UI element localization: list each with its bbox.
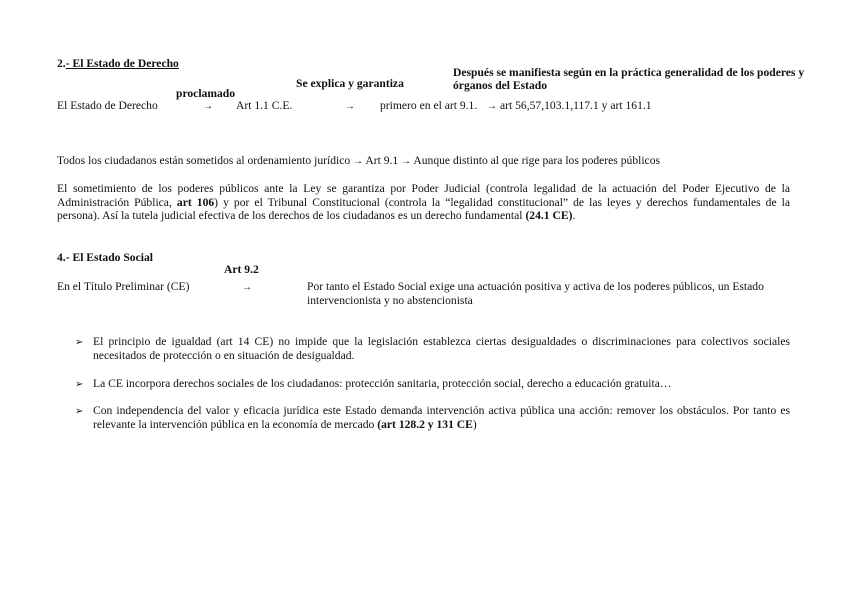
label-despues-line2: órganos del Estado [453, 79, 548, 92]
label-art-9-2: Art 9.2 [224, 263, 259, 276]
p1-arrow-1: → [353, 156, 364, 167]
bullet-icon-1: ➢ [75, 337, 84, 348]
p2-art-106: art 106 [176, 195, 215, 209]
section-2-title: - El Estado de Derecho [65, 57, 179, 70]
row-primero: primero en el art 9.1. [380, 99, 478, 112]
arrow-4: → [242, 282, 252, 293]
paragraph-ciudadanos [57, 154, 660, 169]
bullet-icon-3: ➢ [75, 406, 84, 417]
row-estado-derecho: El Estado de Derecho [57, 99, 158, 112]
section-2-number: 2. [57, 57, 66, 70]
bullet3-text-a: Con independencia del valor y eficacia jurídica este Estado demanda intervención activa pública una acción: remover los obstáculos. Por tanto es relevante la intervención pública en la economía de mercado [93, 404, 790, 431]
row-arts: art 56,57,103.1,117.1 y art 161.1 [500, 99, 652, 112]
label-despues-line1: Después se manifiesta según en la práctica generalidad de los poderes y [453, 66, 805, 79]
p1-text-b: Art 9.1 [365, 154, 399, 167]
bullet3-art-128: (art 128.2 y 131 CE [377, 417, 473, 431]
bullet-intervencion [93, 404, 790, 431]
arrow-3: → [487, 101, 497, 112]
label-proclamado: proclamado [176, 87, 236, 100]
section-2-heading [57, 57, 179, 71]
row-art-1-1: Art 1.1 C.E. [236, 99, 293, 112]
p2-24-1-ce: (24.1 CE) [525, 209, 573, 222]
p1-text-a: Todos los ciudadanos están sometidos al ordenamiento jurídico [57, 154, 351, 167]
p1-text-c: Aunque distinto al que rige para los poderes públicos [413, 154, 661, 167]
p2-text-a: El sometimiento de los poderes públicos ante la Ley se garantiza por Poder Judicial (controla legalidad de la actuación del Poder Ejecutivo de la Administración Pública, [57, 182, 790, 209]
row-por-tanto: Por tanto el Estado Social exige una actuación positiva y activa de los poderes públicos, un Estado intervencionista y no abstencionista [307, 280, 764, 307]
p2-text-e: . [572, 209, 576, 222]
p2-text-c: ) y por el Tribunal Constitucional (controla la “legalidad constitucional” de las leyes y derechos fundamentales de la persona). Así la tutela judicial efectiva de los derechos de los ciudadanos es un derecho fundamental [57, 195, 791, 222]
bullet-icon-2: ➢ [75, 379, 84, 390]
bullet3-text-c: ) [472, 417, 477, 431]
p1-arrow-2: → [401, 156, 412, 167]
bullet-derechos-sociales: La CE incorpora derechos sociales de los ciudadanos: protección sanitaria, protección social, derecho a educación gratuita… [93, 377, 672, 390]
label-explica: Se explica y garantiza [296, 77, 404, 90]
section-4-heading: 4.- El Estado Social [57, 251, 153, 264]
bullet-igualdad: El principio de igualdad (art 14 CE) no impide que la legislación establezca ciertas desigualdades o discriminaciones para colectivos sociales necesitados de protección o en situación de desigualdad. [93, 335, 790, 362]
arrow-2: → [345, 101, 355, 112]
arrow-1: → [203, 101, 213, 112]
row-titulo-preliminar: En el Título Preliminar (CE) [57, 280, 190, 293]
paragraph-sometimiento [57, 182, 790, 223]
